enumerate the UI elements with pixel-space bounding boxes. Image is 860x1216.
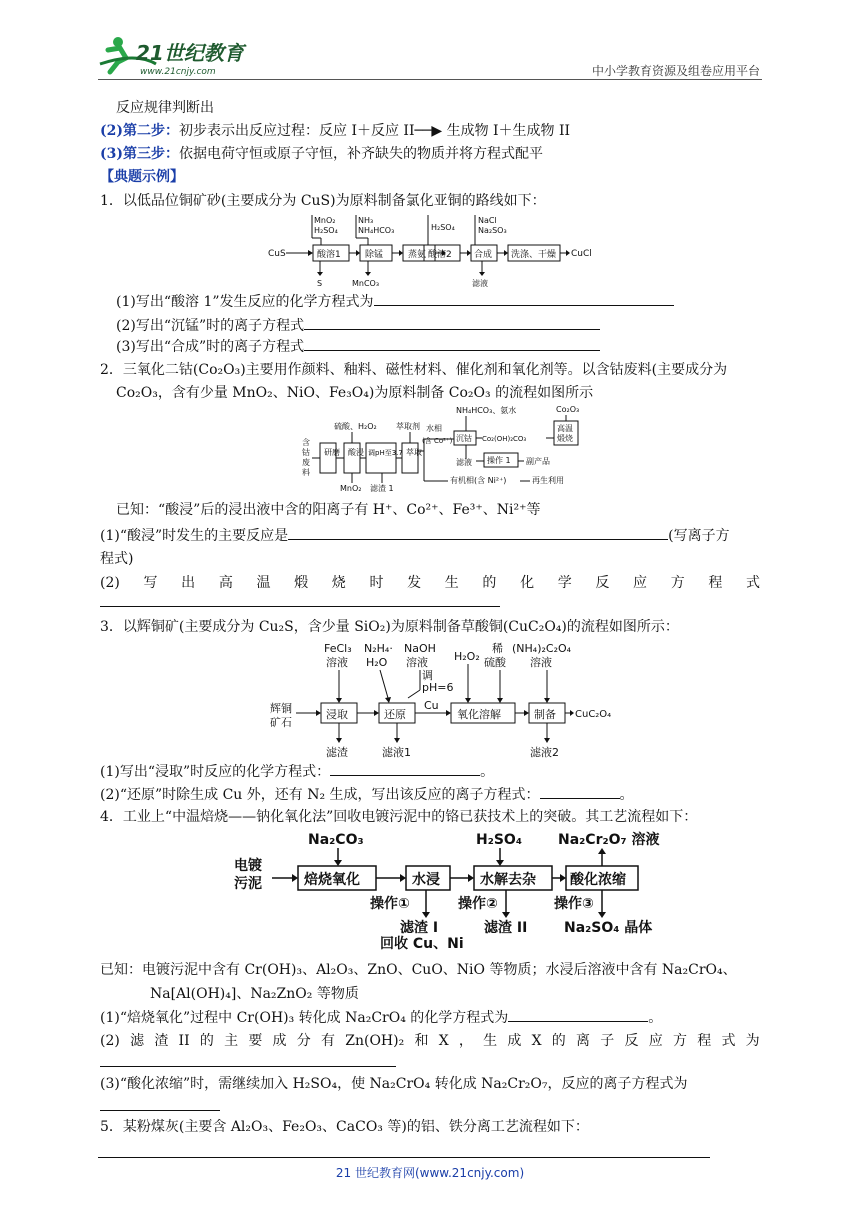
question-1-b: (2)写出“沉锰”时的离子方程式 [116, 315, 760, 336]
flow-diagram-3 [268, 640, 628, 760]
flow1-end: CuCl [571, 249, 592, 259]
flow3-reagent: 溶液 [326, 656, 348, 669]
flow3-reagent: 稀 [492, 642, 503, 655]
flow3-reagent: 溶液 [406, 656, 428, 669]
footer-text: 21 世纪教育网(www.21cnjy.com) [335, 1166, 525, 1180]
question-2-a-cont: 程式) [100, 551, 134, 567]
flow4-step: 水浸 [412, 872, 440, 888]
flow4-source: 污泥 [234, 876, 262, 892]
question-3-b: (2)“还原”时除生成 Cu 外，还有 N₂ 生成，写出该反应的离子方程式： 。 [100, 784, 760, 805]
flow4-source: 电镀 [234, 858, 262, 874]
flow4-residue-note: 回收 Cu、Ni [380, 936, 464, 950]
question-4-known: 已知：电镀污泥中含有 Cr(OH)₃、Al₂O₃、ZnO、CuO、NiO 等物质；水浸后溶液中含有 Na₂CrO₄、 [100, 962, 737, 978]
flow2-step: 萃取 [406, 448, 422, 457]
flow3-reagent: (NH₄)₂C₂O₄ [512, 642, 572, 655]
section-title: 【典题示例】 [100, 169, 184, 185]
flow3-reagent: H₂O₂ [454, 650, 480, 663]
footer-divider [98, 1157, 710, 1158]
answer-blank [100, 1066, 396, 1067]
flow3-source: 辉铜 [270, 702, 292, 715]
flow1-step: 蒸氨 [408, 250, 427, 260]
flow4-step: 酸化浓缩 [570, 872, 626, 888]
flow2-source: 废 [302, 458, 310, 467]
question-2-known: 已知：“酸浸”后的浸出液中含的阳离子有 H⁺、Co²⁺、Fe³⁺、Ni²⁺等 [116, 502, 541, 518]
question-4-a: (1)“焙烧氧化”过程中 Cr(OH)₃ 转化成 Na₂CrO₄ 的化学方程式为 。 [100, 1007, 760, 1028]
flow2-aqueous-note: (含 Co²⁺) [422, 437, 453, 445]
flow4-residue: 滤渣 I [400, 920, 439, 936]
flow4-operation: 操作① [370, 896, 410, 912]
flow1-byproduct: S [317, 279, 323, 288]
logo-text: 21世纪教育 [136, 41, 244, 65]
flow2-operation: 操作 1 [487, 456, 511, 465]
flow2-precipitate: 沉钴 [456, 434, 472, 443]
text-line: 反应规律判断出 [116, 100, 214, 116]
question-3-a: (1)写出“浸取”时反应的化学方程式： 。 [100, 761, 760, 782]
flow1-byproduct: 滤液 [472, 279, 488, 288]
runner-logo-icon [96, 34, 256, 78]
logo-url: www.21cnjy.com [140, 67, 216, 77]
flow3-residue: 滤液1 [382, 746, 411, 759]
flow1-reagent: H₂SO₄ [431, 223, 455, 232]
flow2-source: 钴 [302, 448, 310, 457]
flow2-organic: 有机相(含 Ni²⁺) [450, 476, 507, 485]
flow2-calcine: 高温 [557, 424, 573, 433]
flow3-reagent: 硫酸 [484, 656, 506, 669]
question-1-c: (3)写出“合成”时的离子方程式 [116, 336, 760, 357]
flow-diagram-4 [230, 826, 670, 950]
flow4-operation: 操作③ [554, 896, 594, 912]
flow1-start: CuS [268, 249, 286, 259]
flow1-reagent: MnO₂ [314, 216, 336, 225]
question-2-a: (1)“酸浸”时发生的主要反应是 (写离子方 [100, 525, 760, 546]
flow2-byproduct: 副产品 [526, 457, 550, 466]
flow2-filtrate: 滤液 [456, 458, 472, 467]
header-right-text: 中小学教育资源及组卷应用平台 [591, 64, 760, 78]
flow4-operation: 操作② [458, 896, 498, 912]
header-logo [96, 34, 256, 78]
question-3: 3．以辉铜矿(主要成分为 Cu₂S，含少量 SiO₂)为原料制备草酸铜(CuC₂O₄)的流程如图所示： [100, 619, 679, 635]
question-4-c: (3)“酸化浓缩”时，需继续加入 H₂SO₄，使 Na₂CrO₄ 转化成 Na₂Cr₂O₇，反应的离子方程式为 [100, 1076, 688, 1092]
flow2-source: 含 [302, 438, 310, 447]
flow1-step: 合成 [474, 250, 493, 260]
flow3-step: 浸取 [326, 708, 348, 721]
flow1-step: 酸溶2 [428, 250, 452, 260]
flow4-residue: 滤渣 II [484, 920, 528, 936]
flow1-byproduct: MnCO₃ [352, 279, 380, 288]
flow3-intermediate: Cu [424, 699, 439, 712]
question-1: 1．以低品位铜矿砂(主要成分为 CuS)为原料制备氯化亚铜的路线如下： [100, 193, 546, 209]
flow2-reagent: 萃取剂 [396, 422, 420, 431]
flow3-step: 还原 [384, 708, 406, 721]
question-4-known-cont: Na[Al(OH)₄]、Na₂ZnO₂ 等物质 [150, 986, 359, 1002]
header-divider [98, 79, 762, 80]
flow3-reagent: H₂O [366, 656, 388, 669]
flow4-step: 焙烧氧化 [304, 872, 360, 888]
flow3-residue: 滤渣 [326, 746, 348, 759]
question-4: 4．工业上“中温焙烧——钠化氧化法”回收电镀污泥中的铬已获技术上的突破。其工艺流程如下： [100, 809, 698, 825]
flow1-reagent: NH₄HCO₃ [358, 226, 395, 235]
flow-diagram-1 [268, 212, 598, 290]
answer-blank [100, 1110, 220, 1111]
flow2-reagent: 硫酸、H₂O₂ [334, 422, 377, 431]
flow3-reagent: N₂H₄· [364, 642, 393, 655]
flow2-reagent: NH₄HCO₃、氨水 [456, 406, 517, 415]
flow3-source: 矿石 [270, 716, 292, 729]
question-2: 2．三氧化二钴(Co₂O₃)主要用作颜料、釉料、磁性材料、催化剂和氧化剂等。以含钴废料(主要成分为 [100, 362, 728, 378]
flow1-reagent: H₂SO₄ [314, 226, 338, 235]
flow2-final: Co₂O₃ [556, 405, 580, 414]
flow2-residue: 滤渣 1 [370, 484, 394, 493]
flow1-reagent: NaCl [478, 216, 497, 225]
flow2-reuse: 再生利用 [532, 476, 564, 485]
question-1-a: (1)写出“酸溶 1”发生反应的化学方程式为 [116, 291, 760, 312]
flow2-calcine: 煅烧 [557, 434, 573, 443]
flow3-residue: 滤液2 [530, 746, 559, 759]
flow2-aqueous: 水相 [426, 424, 442, 433]
question-2-cont: Co₂O₃，含有少量 MnO₂、NiO、Fe₃O₄)为原料制备 Co₂O₃ 的流程如图所示 [116, 385, 594, 401]
flow4-step: 水解去杂 [480, 872, 536, 888]
flow3-condition: 调 [422, 669, 433, 682]
flow4-byproduct: Na₂SO₄ 晶体 [564, 920, 653, 936]
step3-line: (3)第三步：依据电荷守恒或原子守恒，补齐缺失的物质并将方程式配平 [100, 146, 543, 162]
flow2-step: 酸浸 [348, 448, 364, 457]
flow1-step: 除锰 [365, 250, 384, 260]
flow3-condition: pH=6 [422, 681, 454, 694]
flow2-step: 研磨 [324, 448, 340, 457]
flow1-reagent: Na₂SO₃ [478, 226, 507, 235]
flow2-residue: MnO₂ [340, 484, 362, 493]
flow2-product: Co₂(OH)₂CO₃ [482, 435, 527, 443]
question-2-b: (2) 写 出 高 温 煅 烧 时 发 生 的 化 学 反 应 方 程 式 [100, 575, 760, 591]
question-5: 5．某粉煤灰(主要含 Al₂O₃、Fe₂O₃、CaCO₃ 等)的铝、铁分离工艺流程如下： [100, 1119, 589, 1135]
flow1-step: 酸溶1 [317, 250, 341, 260]
flow3-step: 氧化溶解 [457, 708, 501, 721]
flow2-step: 调pH至3.7 [368, 449, 403, 457]
flow3-reagent: FeCl₃ [324, 642, 352, 655]
question-4-b: (2) 滤 渣 II 的 主 要 成 分 有 Zn(OH)₂ 和 X ， 生 成 X 的 离 子 反 应 方 程 式 为 [100, 1033, 760, 1049]
flow2-source: 料 [302, 468, 310, 477]
flow3-step: 制备 [534, 708, 556, 721]
flow1-reagent: NH₃ [358, 216, 374, 225]
flow-diagram-2 [298, 403, 608, 493]
flow3-reagent: 溶液 [530, 656, 552, 669]
flow4-product: Na₂Cr₂O₇ 溶液 [558, 832, 660, 848]
flow3-reagent: NaOH [404, 642, 436, 655]
flow4-reagent: Na₂CO₃ [308, 832, 364, 848]
flow3-end: CuC₂O₄ [575, 709, 612, 720]
step2-line: (2)第二步：初步表示出反应过程：反应 I＋反应 II──▶ 生成物 I＋生成物 II [100, 123, 571, 139]
flow1-step: 洗涤、干燥 [511, 250, 557, 260]
answer-blank [100, 606, 500, 607]
flow4-reagent: H₂SO₄ [476, 832, 522, 848]
